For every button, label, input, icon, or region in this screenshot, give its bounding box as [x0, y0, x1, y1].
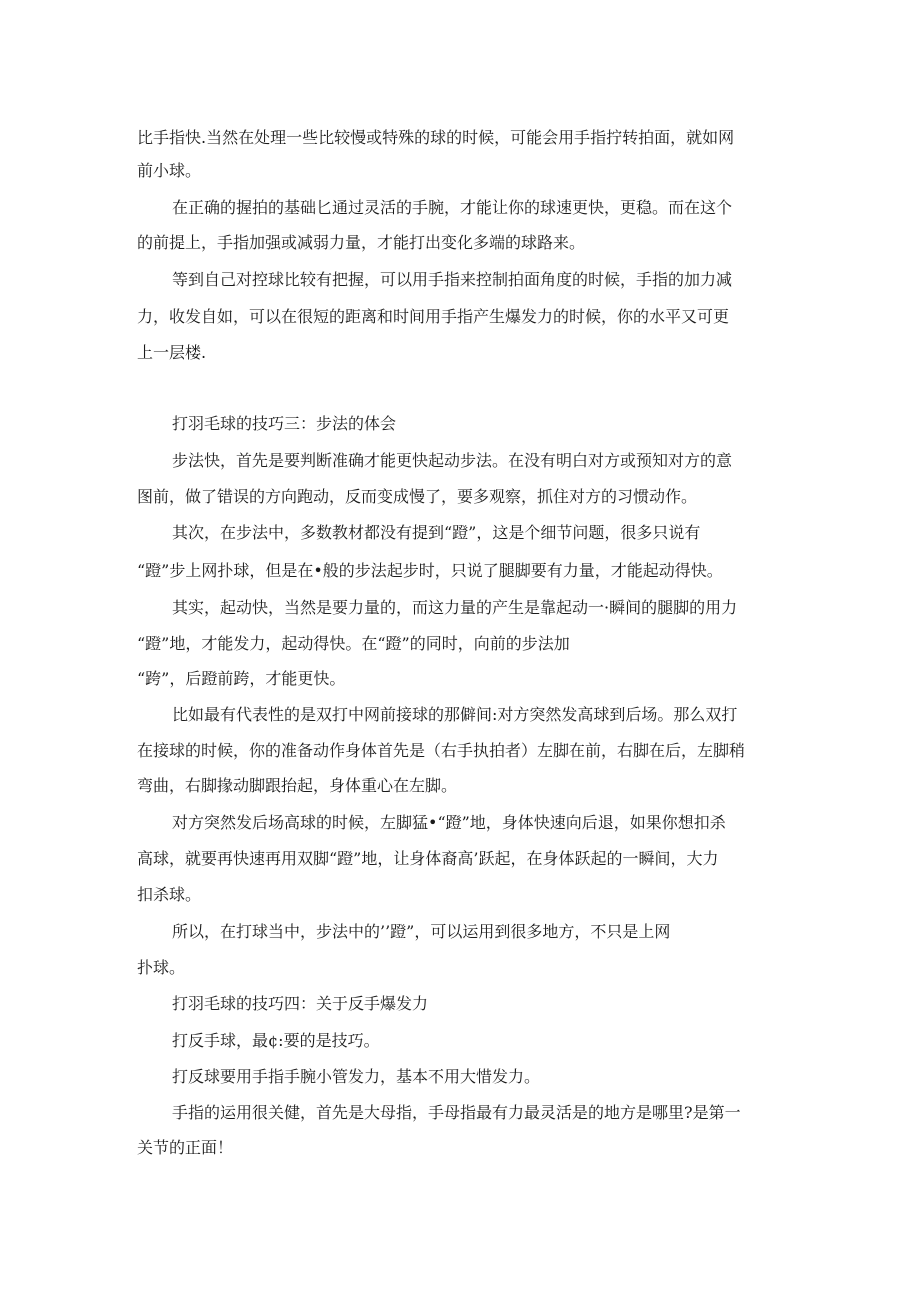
text-line: 等到自己对控球比较有把握，可以用手指来控制拍面角度的时候，手指的加力减	[172, 270, 733, 289]
text-line: 其次，在步法中，多数教材都没有提到“蹬”，这是个细节问题，很多只说有	[172, 523, 701, 542]
section-heading: 打羽毛球的技巧三：步法的体会	[172, 414, 397, 433]
text-line: 比手指快.当然在处理一些比较慢或特殊的球的时候，可能会用手指拧转拍面，就如网	[137, 128, 735, 147]
text-line: 的前提上，手指加强或减弱力量，才能打出变化多端的球路来。	[137, 233, 586, 252]
text-line: 其实，起动快，当然是要力量的，而这力量的产生是靠起动一·瞬间的腿脚的用力	[172, 598, 738, 617]
text-line: “跨”，后蹬前跨，才能更快。	[137, 669, 346, 688]
text-line: 弯曲，右脚掾动脚跟抬起，身体重心在左脚。	[137, 776, 458, 795]
text-line: 手指的运用很关健，首先是大母指，手母指最有力最灵活是的地方是哪里?是第一	[172, 1103, 741, 1122]
text-line: 扣杀球。	[137, 885, 202, 904]
text-line: 扑球。	[137, 958, 186, 977]
text-line: 步法快，首先是要判断准确才能更快起动步法。在没有明白对方或预知对方的意	[172, 451, 733, 470]
text-line: 高球，就要再快速再用双脚“蹬”地，让身体裔高’跃起，在身体跃起的一瞬间，大力	[137, 849, 719, 868]
text-line: 比如最有代表性的是双打中网前接球的那僻间:对方突然发高球到后场。那么双打	[172, 705, 738, 724]
text-line: 关节的正面！	[137, 1138, 234, 1157]
text-line: 打反手球，最¢:要的是技巧。	[172, 1031, 380, 1050]
text-line: 上一层楼.	[137, 343, 207, 362]
text-line: 在接球的时候，你的准备动作身体首先是（右手执拍者）左脚在前，右脚在后，左脚稍	[137, 741, 746, 760]
text-line: 对方突然发后场高球的时候，左脚猛•“蹬”地，身体快速向后退，如果你想扣杀	[172, 813, 726, 832]
section-heading: 打羽毛球的技巧四：关于反手爆发力	[172, 994, 429, 1013]
text-line: 在正确的握拍的基础匕通过灵活的手腕，才能让你的球速更快，更稳。而在这个	[172, 198, 733, 217]
text-line: 力，收发自如，可以在很短的距离和时间用手指产生爆发力的时候，你的水平又可更	[137, 307, 730, 326]
text-line: “蹬”地，才能发力，起动得快。在“蹬”的同时，向前的步法加	[137, 634, 570, 653]
text-line: 打反球要用手指手腕小管发力，基本不用大惜发力。	[172, 1067, 541, 1086]
text-line: 前小球。	[137, 161, 202, 180]
text-line: “蹬”步上网扑球，但是在•般的步法起步时，只说了腿脚要有力量，才能起动得快。	[137, 561, 723, 580]
text-line: 图前，做了错误的方向跑动，反而变成慢了，要多观察，抓住对方的习惯动作。	[137, 487, 698, 506]
text-line: 所以，在打球当中，步法中的’’蹬”，可以运用到很多地方，不只是上网	[172, 922, 671, 941]
